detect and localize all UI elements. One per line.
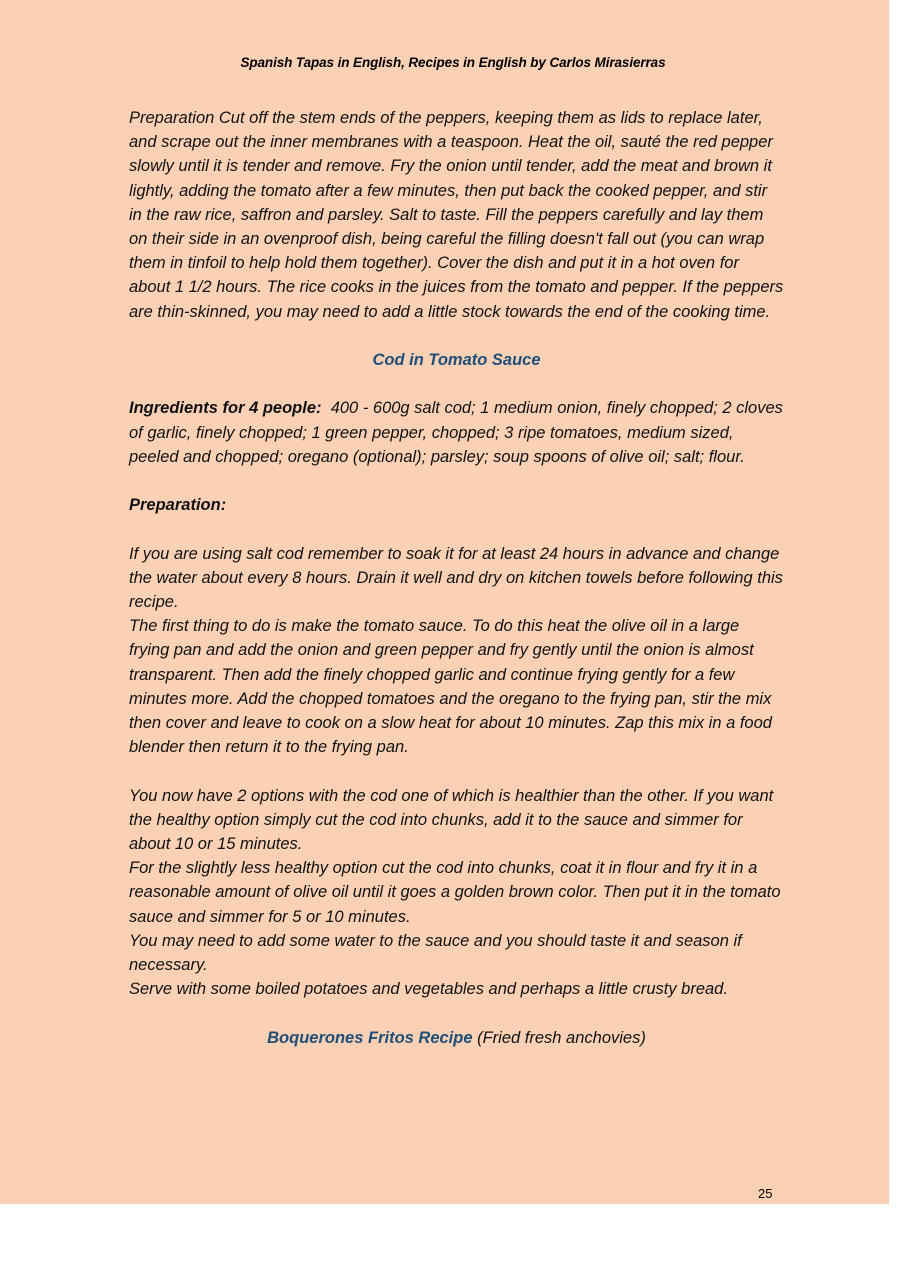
ingredients-text: 400 - 600g salt cod; 1 medium onion, finely chopped; 2 cloves of garlic, finely chopped; 1 green pepper, chopped; 3 ripe tomatoes, medium sized, peeled and chopped; oregano (optional); parsley; soup spoons of olive oil; salt; flour. bbox=[129, 399, 783, 466]
cod-paragraph: If you are using salt cod remember to soak it for at least 24 hours in advance and change the water about every 8 hours. Drain it well and dry on kitchen towels before following this recipe. bbox=[129, 544, 783, 611]
spacer bbox=[129, 469, 784, 493]
spacer bbox=[129, 1001, 784, 1025]
cod-paragraph: Serve with some boiled potatoes and vegetables and perhaps a little crusty bread. bbox=[129, 980, 728, 999]
cod-paragraph: The first thing to do is make the tomato sauce. To do this heat the olive oil in a large frying pan and add the onion and green pepper and fry gently until the onion is almost transparent. Then add the finely chopped garlic and continue frying gently for a few minutes more. Add the chopped tomatoes and the oregano to the frying pan, stir the mix then cover and leave to cook on a slow heat for about 10 minutes. Zap this mix in a food blender then return it to the frying pan. bbox=[129, 617, 772, 757]
cod-paragraph: For the slightly less healthy option cut the cod into chunks, coat it in flour and fry it in a reasonable amount of olive oil until it goes a golden brown color. Then put it in the tomato sauce and simmer for 5 or 10 minutes. bbox=[129, 859, 781, 926]
spacer bbox=[129, 372, 784, 396]
boquerones-subtitle: (Fried fresh anchovies) bbox=[477, 1028, 646, 1047]
page-number: 25 bbox=[758, 1186, 773, 1201]
cod-paragraph: You now have 2 options with the cod one of which is healthier than the other. If you want the healthy option simply cut the cod into chunks, add it to the sauce and simmer for about 10 or 15 minutes. bbox=[129, 786, 774, 854]
spacer bbox=[129, 517, 784, 541]
cod-ingredients bbox=[129, 396, 784, 469]
spacer bbox=[129, 759, 784, 783]
page-content bbox=[129, 106, 784, 1050]
ingredients-label: Ingredients for 4 people: bbox=[129, 399, 322, 418]
cod-paragraph: You may need to add some water to the sauce and you should taste it and season if necessary. bbox=[129, 931, 742, 975]
boquerones-recipe-title: Boquerones Fritos Recipe bbox=[267, 1028, 473, 1047]
spacer bbox=[129, 324, 784, 348]
stuffed-peppers-preparation: Preparation Cut off the stem ends of the peppers, keeping them as lids to replace later, and scrape out the inner membranes with a teaspoon. Heat the oil, sauté the red pepper slowly until it is tender and remove. Fry the onion until tender, add the meat and brown it lightly, adding the tomato after a few minutes, then put back the cooked pepper, and stir in the raw rice, saffron and parsley. Salt to taste. Fill the peppers carefully and lay them on their side in an ovenproof dish, being careful the filling doesn't fall out (you can wrap them in tinfoil to help hold them together). Cover the dish and put it in a hot oven for about 1 1/2 hours. The rice cooks in the juices from the tomato and pepper. If the peppers are thin-skinned, you may need to add a little stock towards the end of the cooking time. bbox=[129, 109, 784, 321]
boquerones-title-line bbox=[129, 1026, 784, 1050]
cod-recipe-title: Cod in Tomato Sauce bbox=[372, 351, 541, 370]
preparation-label: Preparation: bbox=[129, 496, 227, 515]
running-header: Spanish Tapas in English, Recipes in English by Carlos Mirasierras bbox=[240, 55, 666, 70]
